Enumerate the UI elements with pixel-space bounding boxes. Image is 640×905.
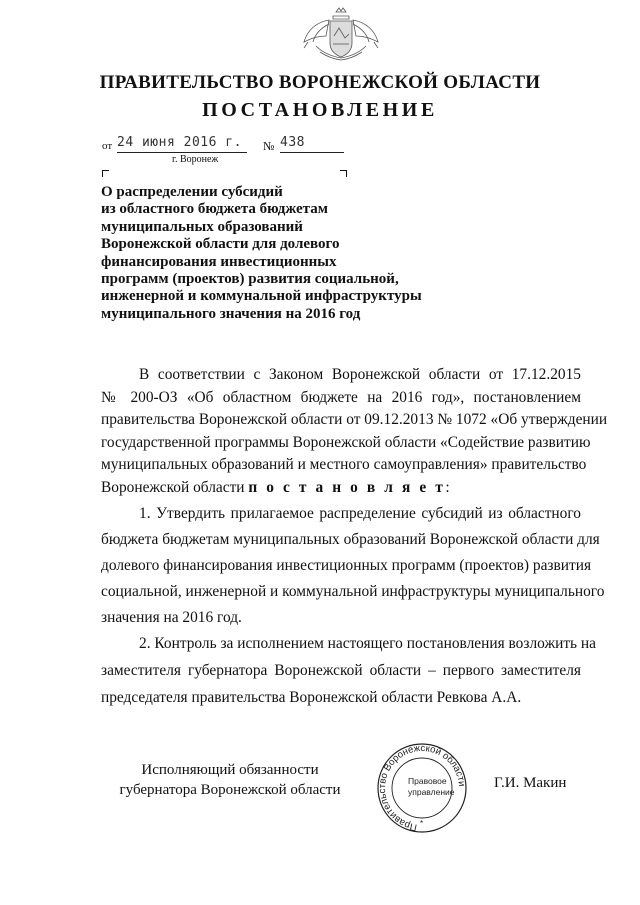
position-line: Исполняющий обязанности: [141, 762, 319, 778]
paragraph-line: муниципальных образований и местного самоуправления» правительство: [101, 456, 587, 473]
preamble-last-line-end: :: [445, 478, 450, 496]
document-type-title: ПОСТАНОВЛЕНИЕ: [202, 99, 438, 121]
number-value: 438: [280, 134, 344, 153]
paragraph-line: 2. Контроль за исполнением настоящего постановления возложить на: [139, 635, 596, 652]
document-subject: [101, 184, 431, 323]
subject-line: финансирования инвестиционных: [101, 253, 337, 270]
stamp-ring-text: Правительство Воронежской области: [376, 742, 468, 833]
position-line: губернатора Воронежской области: [119, 782, 341, 798]
date-value: 24 июня 2016 г.: [117, 134, 247, 153]
decree-word: п о с т а н о в л я е т: [248, 478, 446, 496]
subject-line: муниципальных образований: [101, 218, 303, 235]
legal-department-stamp: [372, 742, 472, 834]
subject-line: О распределении субсидий: [101, 184, 283, 200]
bracket-corner-right: [340, 170, 347, 177]
city-label: г. Воронеж: [172, 154, 219, 165]
paragraph-line: значения на 2016 год.: [101, 609, 242, 626]
subject-line: инженерной и коммунальной инфраструктуры: [101, 288, 422, 305]
signer-name: Г.И. Макин: [494, 775, 567, 791]
date-label: от: [102, 140, 113, 152]
preamble-last-line-start: Воронежской области: [101, 478, 249, 496]
paragraph-line: правительства Воронежской области от 09.12.2013 № 1072 «Об утверждении: [101, 411, 608, 428]
subject-line: муниципального значения на 2016 год: [101, 305, 361, 322]
paragraph-line: В соответствии с Законом Воронежской области от 17.12.2015: [139, 366, 581, 383]
item-1-paragraph: [101, 501, 605, 631]
subject-line: программ (проектов) развития социальной,: [101, 271, 399, 288]
preamble-paragraph: [101, 364, 608, 499]
number-label: №: [263, 139, 275, 153]
stamp-center-line: управление: [408, 787, 455, 797]
paragraph-line: социальной, инженерной и коммунальной инфраструктуры муниципального: [101, 583, 605, 600]
paragraph-line: бюджета бюджетам муниципальных образований Воронежской области для: [101, 531, 600, 548]
paragraph-line: государственной программы Воронежской области «Содействие развитию: [101, 433, 591, 451]
paragraph-line: председателя правительства Воронежской области Ревкова А.А.: [101, 689, 522, 706]
organization-title: ПРАВИТЕЛЬСТВО ВОРОНЕЖСКОЙ ОБЛАСТИ: [99, 72, 541, 93]
signatory-position: [110, 760, 350, 800]
paragraph-line: 1. Утвердить прилагаемое распределение субсидий из областного: [139, 505, 581, 522]
item-2-paragraph: [101, 630, 596, 711]
subject-line: из областного бюджета бюджетам: [101, 201, 328, 218]
paragraph-line: № 200-ОЗ «Об областном бюджете на 2016 год», постановлением: [101, 388, 581, 406]
paragraph-line: долевого финансирования инвестиционных программ (проектов) развития: [101, 557, 592, 574]
stamp-mark: *: [420, 819, 424, 828]
bracket-corner-left: [102, 170, 109, 177]
paragraph-line: [101, 477, 581, 500]
subject-line: Воронежской области для долевого: [101, 236, 340, 253]
paragraph-line: заместителя губернатора Воронежской области – первого заместителя: [101, 662, 581, 679]
coat-of-arms-icon: [296, 6, 386, 68]
stamp-center-line: Правовое: [408, 776, 447, 786]
